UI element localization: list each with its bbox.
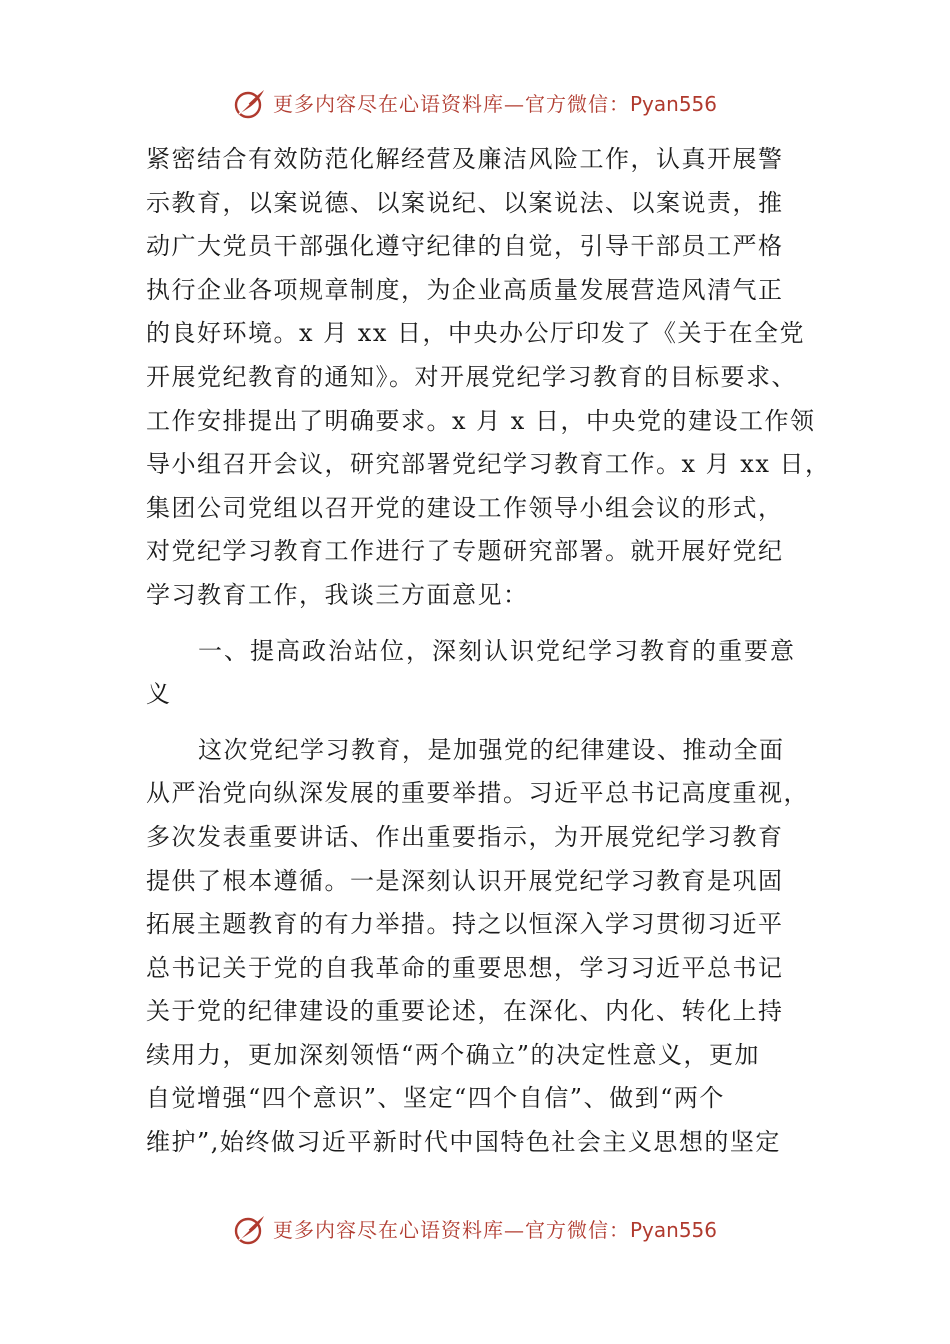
watermark-text: 更多内容尽在心语资料库—官方微信：Pyan556: [272, 1218, 717, 1242]
text-line: 的良好环境。x 月 xx 日，中央办公厅印发了《关于在全党: [146, 319, 805, 348]
heading-line: 一、提高政治站位，深刻认识党纪学习教育的重要意: [198, 636, 796, 665]
paragraph-intro: [146, 138, 831, 618]
text-line: 紧密结合有效防范化解经营及廉洁风险工作，认真开展警: [146, 145, 784, 173]
header-watermark: [0, 84, 950, 124]
footer-watermark: [0, 1210, 950, 1250]
text-line: 这次党纪学习教育，是加强党的纪律建设、推动全面: [198, 735, 785, 764]
quill-logo-icon: [233, 87, 267, 121]
document-body: [146, 138, 831, 1165]
text-line: 自觉增强“四个意识”、坚定“四个自信”、做到“两个: [146, 1084, 725, 1113]
text-line: 学习教育工作，我谈三方面意见：: [146, 580, 529, 609]
text-line: 多次发表重要讲话、作出重要指示，为开展党纪学习教育: [146, 822, 784, 851]
quill-logo-icon: [233, 1213, 267, 1247]
watermark-text: 更多内容尽在心语资料库—官方微信：Pyan556: [272, 92, 717, 116]
heading-line: 义: [146, 680, 172, 709]
section-heading: [146, 630, 806, 717]
text-line: 执行企业各项规章制度，为企业高质量发展营造风清气正: [146, 275, 784, 304]
text-line: 从严治党向纵深发展的重要举措。习近平总书记高度重视，: [146, 779, 809, 808]
text-line: 导小组召开会议，研究部署党纪学习教育工作。x 月 xx 日，: [146, 450, 831, 479]
text-line: 关于党的纪律建设的重要论述，在深化、内化、转化上持: [146, 997, 784, 1026]
paragraph-body: [146, 729, 809, 1165]
text-line: 拓展主题教育的有力举措。持之以恒深入学习贯彻习近平: [146, 910, 784, 939]
text-line: 开展党纪教育的通知》。对开展党纪学习教育的目标要求、: [146, 362, 797, 391]
text-line: 维护”,始终做习近平新时代中国特色社会主义思想的坚定: [146, 1128, 781, 1157]
text-line: 对党纪学习教育工作进行了专题研究部署。就开展好党纪: [146, 537, 784, 566]
text-line: 工作安排提出了明确要求。x 月 x 日，中央党的建设工作领: [146, 406, 816, 435]
text-line: 续用力，更加深刻领悟“两个确立”的决定性意义，更加: [146, 1040, 761, 1069]
text-line: 总书记关于党的自我革命的重要思想，学习习近平总书记: [146, 953, 784, 982]
text-line: 集团公司党组以召开党的建设工作领导小组会议的形式，: [146, 493, 784, 522]
text-line: 示教育，以案说德、以案说纪、以案说法、以案说责，推: [146, 188, 784, 217]
text-line: 提供了根本遵循。一是深刻认识开展党纪学习教育是巩固: [146, 866, 784, 895]
text-line: 动广大党员干部强化遵守纪律的自觉，引导干部员工严格: [146, 232, 784, 261]
